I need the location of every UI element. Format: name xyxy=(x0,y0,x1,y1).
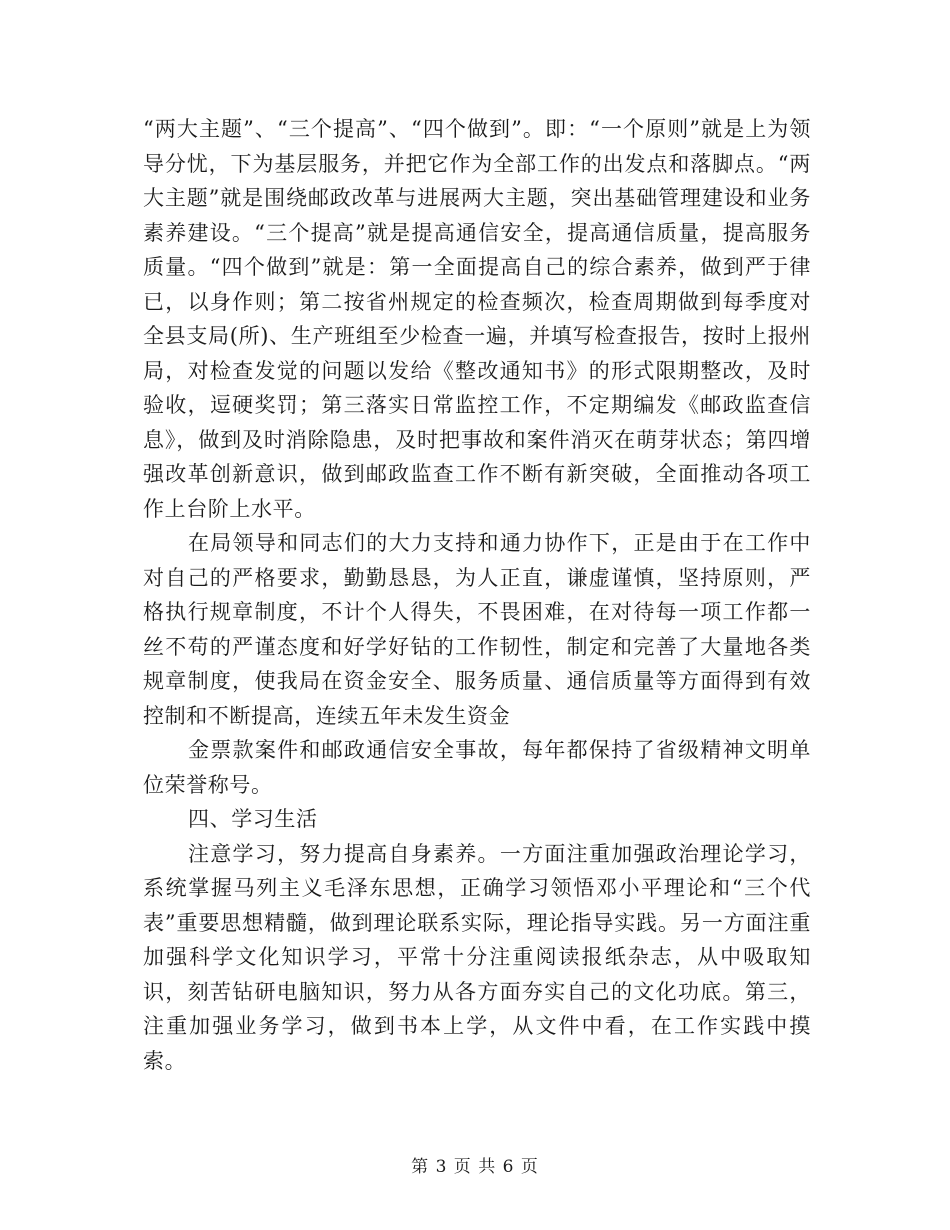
paragraph-principles: “两大主题”、“三个提高”、“四个做到”。即：“一个原则”就是上为领导分忧，下为基层服务，并把它作为全部工作的出发点和落脚点。“两大主题”就是围绕邮政改革与进展两大主题，突出基础管理建设和业务素养建设。“三个提高”就是提高通信安全，提高通信质量，提高服务质量。“四个做到”就是：第一全面提高自己的综合素养，做到严于律已，以身作则；第二按省州规定的检查频次，检查周期做到每季度对全县支局(所)、生产班组至少检查一遍，并填写检查报告，按时上报州局，对检查发觉的问题以发给《整改通知书》的形式限期整改，及时验收，逗硬奖罚；第三落实日常监控工作，不定期编发《邮政监查信息》，做到及时消除隐患，及时把事故和案件消灭在萌芽状态；第四增强改革创新意识，做到邮政监查工作不断有新突破，全面推动各项工作上台阶上水平。 xyxy=(143,117,811,521)
section-heading-study: 四、学习生活 xyxy=(188,807,318,831)
paragraph-honors: 金票款案件和邮政通信安全事故，每年都保持了省级精神文明单位荣誉称号。 xyxy=(143,738,811,797)
paragraph-achievements: 在局领导和同志们的大力支持和通力协作下，正是由于在工作中对自己的严格要求，勤勤恳恳，为人正直，谦虚谨慎，坚持原则，严格执行规章制度，不计个人得失，不畏困难，在对待每一项工作都一丝不苟的严谨态度和好学好钻的工作韧性，制定和完善了大量地各类规章制度，使我局在资金安全、服务质量、通信质量等方面得到有效控制和不断提高，连续五年未发生资金 xyxy=(143,531,811,728)
document-body xyxy=(143,112,811,1078)
paragraph-study: 注意学习，努力提高自身素养。一方面注重加强政治理论学习，系统掌握马列主义毛泽东思想，正确学习领悟邓小平理论和“三个代表”重要思想精髓，做到理论联系实际，理论指导实践。另一方面注重加强科学文化知识学习，平常十分注重阅读报纸杂志，从中吸取知识，刻苦钻研电脑知识，努力从各方面夯实自己的文化功底。第三，注重加强业务学习，做到书本上学，从文件中看，在工作实践中摸索。 xyxy=(143,841,811,1073)
page-number-footer: 第 3 页 共 6 页 xyxy=(411,1157,539,1177)
